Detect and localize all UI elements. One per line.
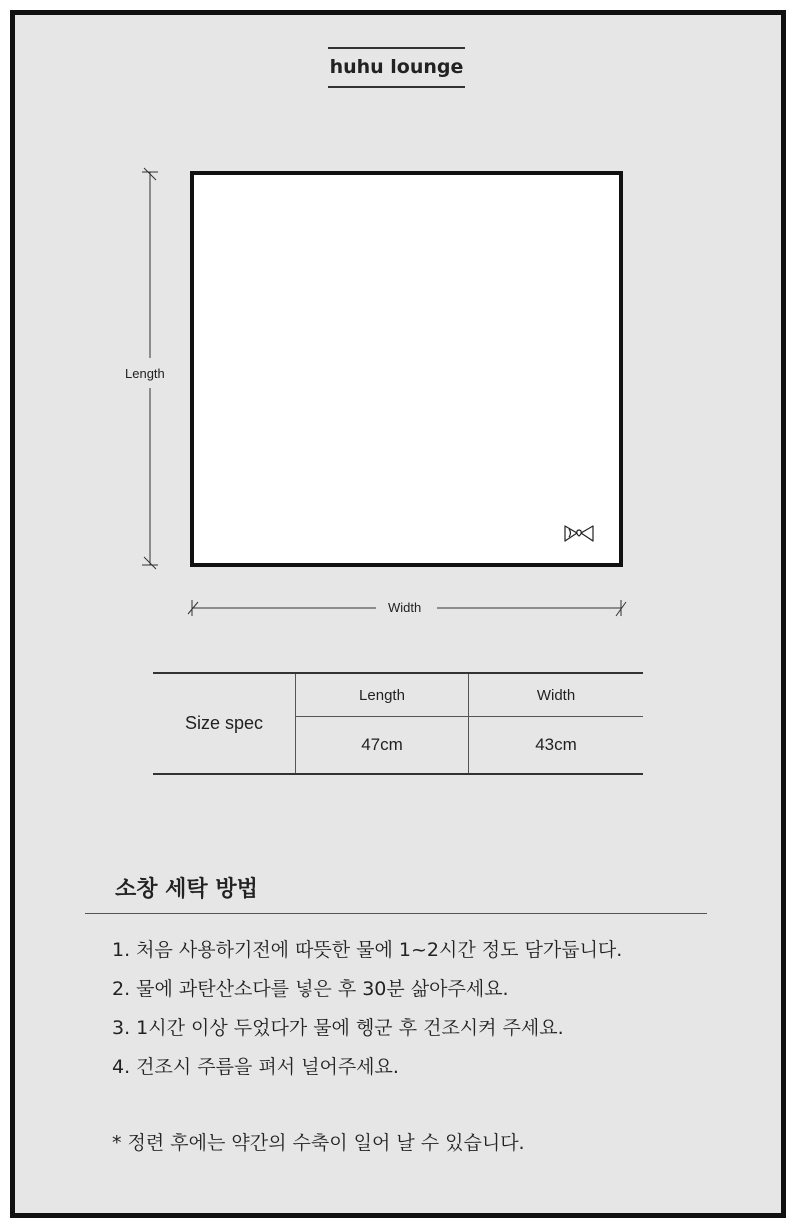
width-label: Width [382,600,427,616]
cloth-illustration [190,171,623,567]
header-length: Length [296,673,469,717]
washing-step: 4. 건조시 주름을 펴서 널어주세요. [112,1056,399,1078]
bow-tie-icon [563,523,595,545]
washing-title: 소창 세탁 방법 [115,877,258,902]
size-spec-table [153,672,643,775]
washing-divider [85,913,707,914]
brand-logo: huhu lounge [328,47,465,88]
value-width: 43cm [469,717,644,775]
washing-step: 2. 물에 과탄산소다를 넣은 후 30분 삶아주세요. [112,978,509,1000]
washing-steps [112,935,622,1091]
value-length: 47cm [296,717,469,775]
length-label: Length [119,366,171,382]
size-spec-label: Size spec [153,673,296,774]
washing-step: 3. 1시간 이상 두었다가 물에 헹군 후 건조시켜 주세요. [112,1017,564,1039]
shrinkage-note: * 정련 후에는 약간의 수축이 일어 날 수 있습니다. [112,1132,525,1154]
header-width: Width [469,673,644,717]
washing-step: 1. 처음 사용하기전에 따뜻한 물에 1~2시간 정도 담가둡니다. [112,939,623,961]
